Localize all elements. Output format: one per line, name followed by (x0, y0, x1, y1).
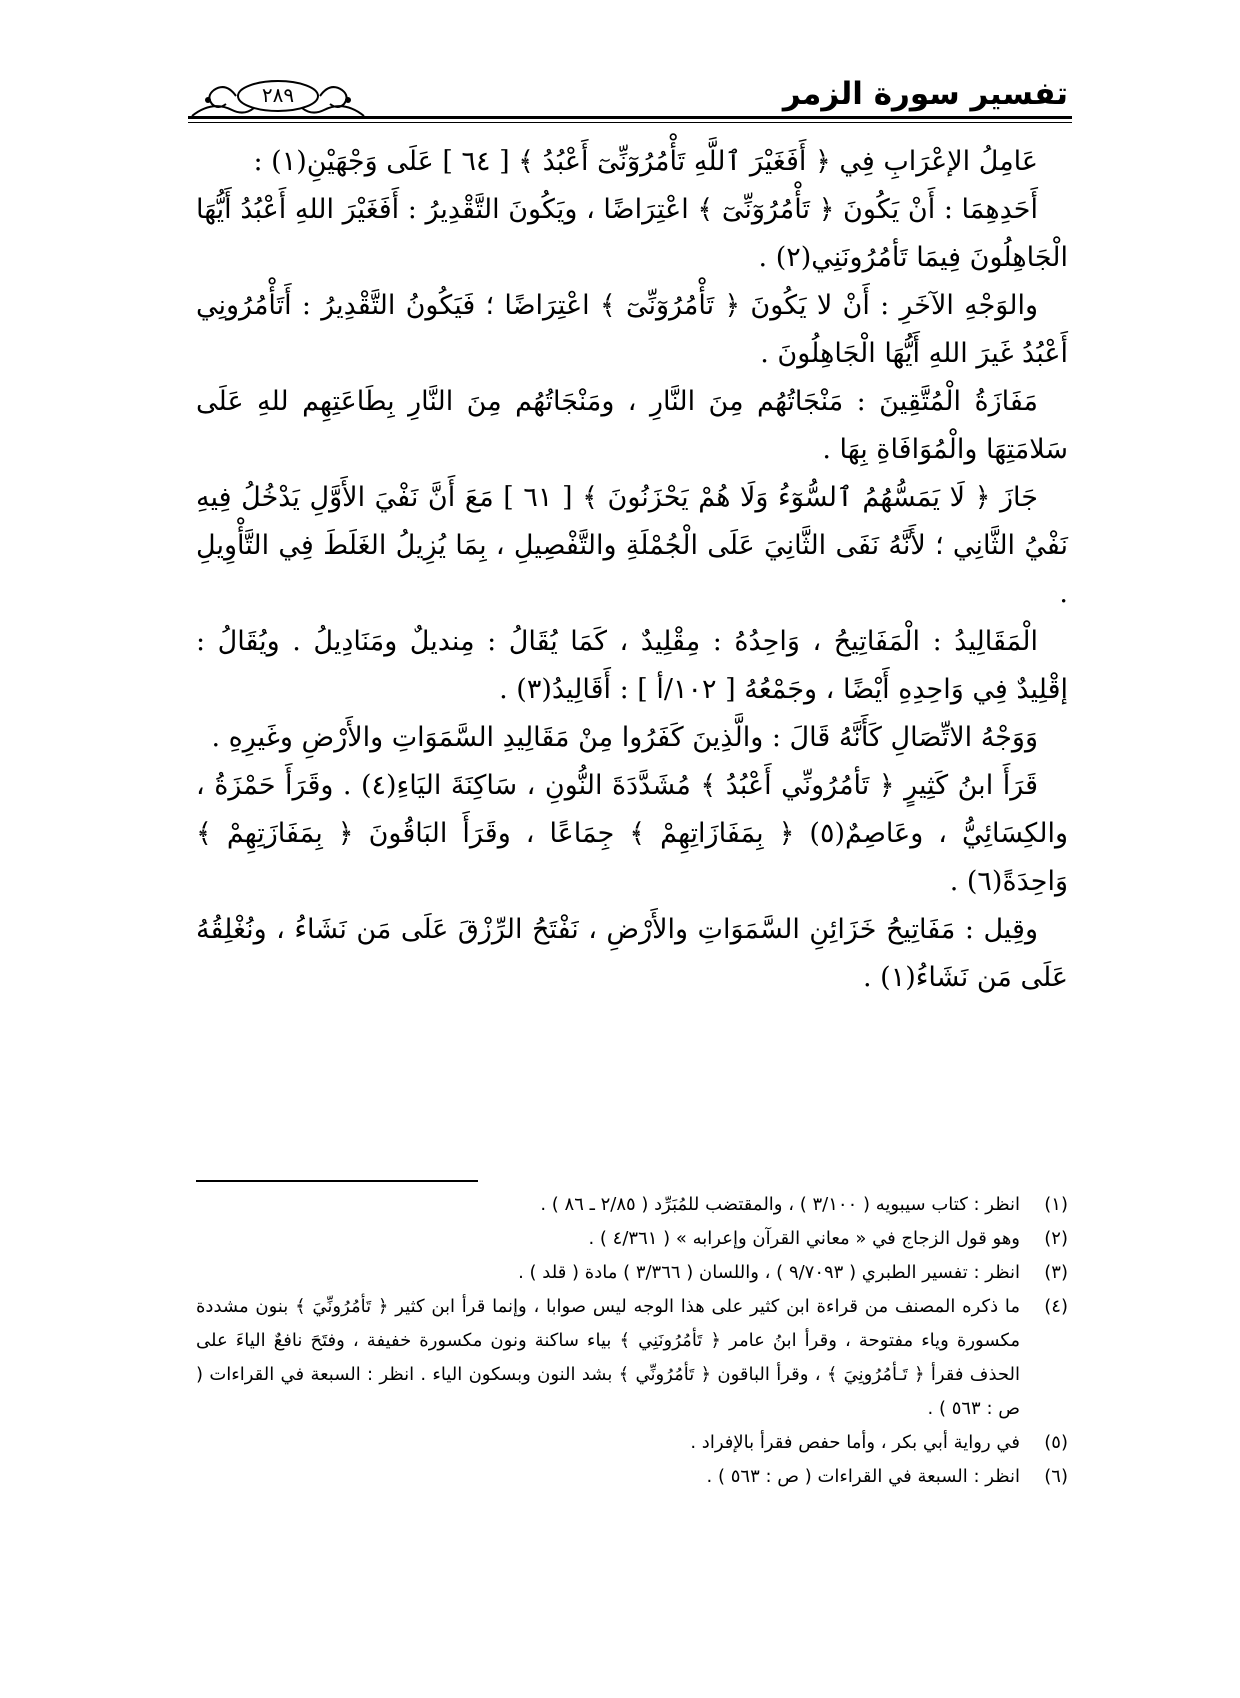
footnote-number: (٥) (1044, 1432, 1068, 1453)
footnote-text: انظر : السبعة في القراءات ( ص : ٥٦٣ ) . (706, 1466, 1020, 1487)
paragraph: الْمَقَالِيدُ : الْمَفَاتِيحُ ، وَاحِدُهُ : مِقْلِيدٌ ، كَمَا يُقَالُ : مِنديلٌ ومَنَادِيلُ . ويُقَالُ : إقْلِيدٌ فِي وَاحِدِهِ أَيْضًا ، وجَمْعُهُ [ ١٠٢/أ ] : أَقَالِيدُ(٣) . (196, 626, 1068, 705)
paragraph: عَامِلُ الإعْرَابِ فِي ﴿ أَفَغَيْرَ ٱللَّهِ تَأْمُرُوٓنِّىٓ أَعْبُدُ ﴾ [ ٦٤ ] عَلَى وَجْهَيْنِ(١) : (253, 146, 1038, 177)
footnote (196, 1222, 1068, 1256)
footnote-number: (٣) (1044, 1262, 1068, 1283)
footnote (196, 1256, 1068, 1290)
footnote-text: انظر : كتاب سيبويه ( ٣/١٠٠ ) ، والمقتضب للمُبَرِّد ( ٢/٨٥ ـ ٨٦ ) . (540, 1194, 1020, 1215)
footnote-number: (١) (1044, 1194, 1068, 1215)
footnote-number: (٦) (1044, 1466, 1068, 1487)
running-header-title: تفسير سورة الزمر (782, 76, 1068, 112)
footnote-text: في رواية أبي بكر ، وأما حفص فقرأ بالإفراد . (690, 1432, 1020, 1453)
paragraph: جَازَ ﴿ لَا يَمَسُّهُمُ ٱلسُّوٓءُ وَلَا هُمْ يَحْزَنُونَ ﴾ [ ٦١ ] مَعَ أَنَّ نَفْيَ الأَوَّلِ يَدْخُلُ فِيهِ نَفْيُ الثَّانِي ؛ لأَنَّهُ نَفَى الثَّانِيَ عَلَى الْجُمْلَةِ والتَّفْصِيلِ ، بِمَا يُزِيلُ الغَلَطَ فِي التَّأْوِيلِ . (196, 482, 1068, 609)
footnote (196, 1426, 1068, 1460)
header-rule-thin (188, 122, 1072, 123)
header-rule (188, 116, 1072, 119)
footnote (196, 1290, 1068, 1426)
paragraph: أَحَدِهِمَا : أَنْ يَكُونَ ﴿ تَأْمُرُوٓنِّىٓ ﴾ اعْتِرَاضًا ، ويَكُونَ التَّقْدِيرُ : أَفَغَيْرَ اللهِ أَعْبُدُ أَيُّهَا الْجَاهِلُونَ فِيمَا تَأمُرُونَنِي(٢) . (196, 194, 1068, 273)
paragraph: والوَجْهِ الآخَرِ : أَنْ لا يَكُونَ ﴿ تَأْمُرُوٓنِّىٓ ﴾ اعْتِرَاضًا ؛ فَيَكُونُ التَّقْدِيرُ : أَتَأْمُرُونِي أَعْبُدُ غَيرَ اللهِ أَيُّهَا الْجَاهِلُونَ . (196, 290, 1068, 369)
page-number: ٢٨٩ (261, 83, 295, 107)
paragraph: وقِيل : مَفَاتِيحُ خَزَائِنِ السَّمَوَاتِ والأَرْضِ ، نَفْتَحُ الرِّزْقَ عَلَى مَن نَشَاءُ ، ونُغْلِقُهُ عَلَى مَن نَشَاءُ(١) . (196, 914, 1068, 993)
footnote-number: (٢) (1044, 1228, 1068, 1249)
footnote-text: ما ذكره المصنف من قراءة ابن كثير على هذا الوجه ليس صوابا ، وإنما قرأ ابن كثير ﴿ تَأمُرُونِّيَ ﴾ بنون مشددة مكسورة وياء مفتوحة ، وقرأ ابنُ عامر ﴿ تَأمُرُونَنِي ﴾ بياء ساكنة ونون مكسورة خفيفة ، وفتَحَ نافعٌ الياءَ على الحذف فقرأ ﴿ تَـأمُرُونِيَ ﴾ ، وقرأ الباقون ﴿ تَأمُرُونِّي ﴾ بشد النون وبسكون الياء . انظر : السبعة في القراءات ( ص : ٥٦٣ ) . (196, 1296, 1020, 1419)
footnote-number: (٤) (1044, 1296, 1068, 1317)
paragraph: قَرَأَ ابنُ كَثِيرٍ ﴿ تَأمُرُونِّي أَعْبُدُ ﴾ مُشَدَّدَةَ النُّونِ ، سَاكِنَةَ اليَاءِ(٤) . وقَرَأَ حَمْزَةُ ، والكِسَائِيُّ ، وعَاصِمٌ(٥) ﴿ بِمَفَازَاتِهِمْ ﴾ جِمَاعًا ، وقَرَأَ البَاقُونَ ﴿ بِمَفَازَتِهِمْ ﴾ وَاحِدَةً(٦) . (196, 770, 1068, 897)
body-text (196, 138, 1068, 1002)
footnote-text: انظر : تفسير الطبري ( ٩/٧٠٩٣ ) ، واللسان ( ٣/٣٦٦ ) مادة ( قلد ) . (518, 1262, 1020, 1283)
footnote-rule (196, 1180, 478, 1182)
footnote-text: وهو قول الزجاج في « معاني القرآن وإعرابه » ( ٤/٣٦١ ) . (588, 1228, 1020, 1249)
footnote (196, 1460, 1068, 1494)
footnote (196, 1188, 1068, 1222)
paragraph: مَفَازَةُ الْمُتَّقِينَ : مَنْجَاتُهُم مِنَ النَّارِ ، ومَنْجَاتُهُم مِنَ النَّارِ بِطَاعَتِهِم للهِ عَلَى سَلامَتِهَا والْمُوَافَاةِ بِهَا . (196, 386, 1068, 465)
paragraph: وَوَجْهُ الاتِّصَالِ كَأَنَّهُ قَالَ : والَّذِينَ كَفَرُوا مِنْ مَقَالِيدِ السَّمَوَاتِ والأَرْضِ وغَيرِهِ . (211, 722, 1038, 753)
footnotes (196, 1188, 1068, 1494)
